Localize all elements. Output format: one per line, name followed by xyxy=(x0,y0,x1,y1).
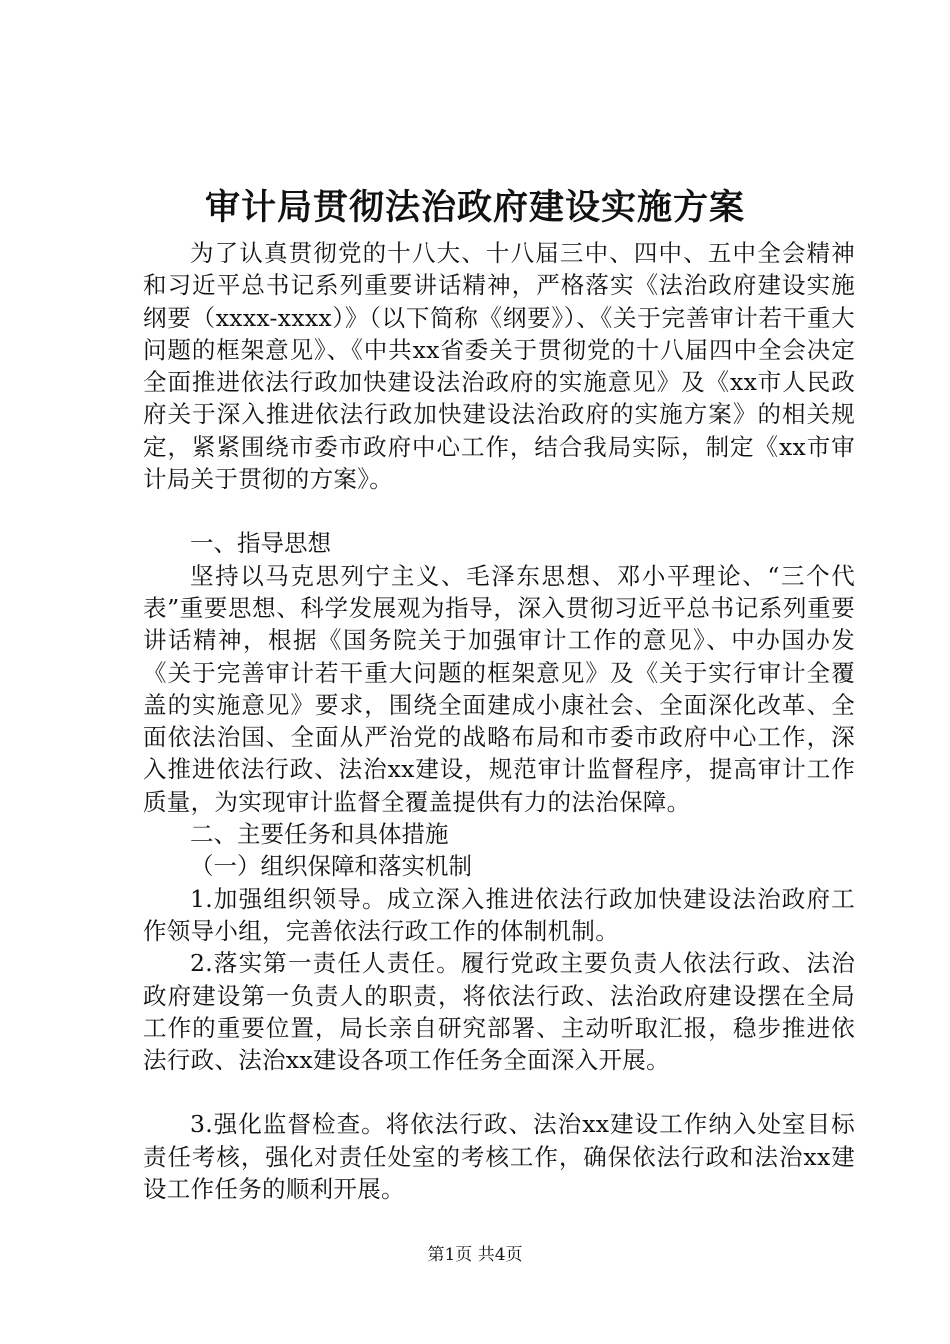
section-heading-main-tasks: 二、主要任务和具体措施 xyxy=(190,820,449,849)
paragraph-spacer xyxy=(143,1076,855,1108)
paragraph-spacer xyxy=(143,495,855,527)
document-title: 审计局贯彻法治政府建设实施方案 xyxy=(204,187,745,228)
document-body xyxy=(143,237,855,1205)
subsection-heading-organization: （一）组织保障和落实机制 xyxy=(190,852,472,881)
page-footer: 第1页 共4页 xyxy=(427,1245,523,1265)
intro-paragraph: 为了认真贯彻党的十八大、十八届三中、四中、五中全会精神和习近平总书记系列重要讲话精神，严格落实《法治政府建设实施纲要（xxxx-xxxx）》（以下简称《纲要》）、《关于完善审计若干重大问题的框架意见》、《中共xx省委关于贯彻党的十八届四中全会决定全面推进依法行政加快建设法治政府的实施意见》及《xx市人民政府关于深入推进依法行政加快建设法治政府的实施方案》的相关规定，紧紧围绕市委市政府中心工作，结合我局实际，制定《xx市审计局关于贯彻的方案》。 xyxy=(143,239,855,494)
item-3-paragraph: 3.强化监督检查。将依法行政、法治xx建设工作纳入处室目标责任考核，强化对责任处室的考核工作，确保依法行政和法治xx建设工作任务的顺利开展。 xyxy=(143,1110,855,1204)
guiding-thought-paragraph: 坚持以马克思列宁主义、毛泽东思想、邓小平理论、“三个代表”重要思想、科学发展观为指导，深入贯彻习近平总书记系列重要讲话精神，根据《国务院关于加强审计工作的意见》、中办国办发《关于完善审计若干重大问题的框架意见》及《关于实行审计全覆盖的实施意见》要求，围绕全面建成小康社会、全面深化改革、全面依法治国、全面从严治党的战略布局和市委市政府中心工作，深入推进依法行政、法治xx建设，规范审计监督程序，提高审计工作质量，为实现审计监督全覆盖提供有力的法治保障。 xyxy=(143,561,855,816)
section-heading-guiding-thought: 一、指导思想 xyxy=(190,529,331,558)
item-2-paragraph: 2.落实第一责任人责任。履行党政主要负责人依法行政、法治政府建设第一负责人的职责，将依法行政、法治政府建设摆在全局工作的重要位置，局长亲自研究部署、主动听取汇报，稳步推进依法行政、法治xx建设各项工作任务全面深入开展。 xyxy=(143,949,855,1075)
item-1-paragraph: 1.加强组织领导。成立深入推进依法行政加快建设法治政府工作领导小组，完善依法行政工作的体制机制。 xyxy=(143,884,855,945)
